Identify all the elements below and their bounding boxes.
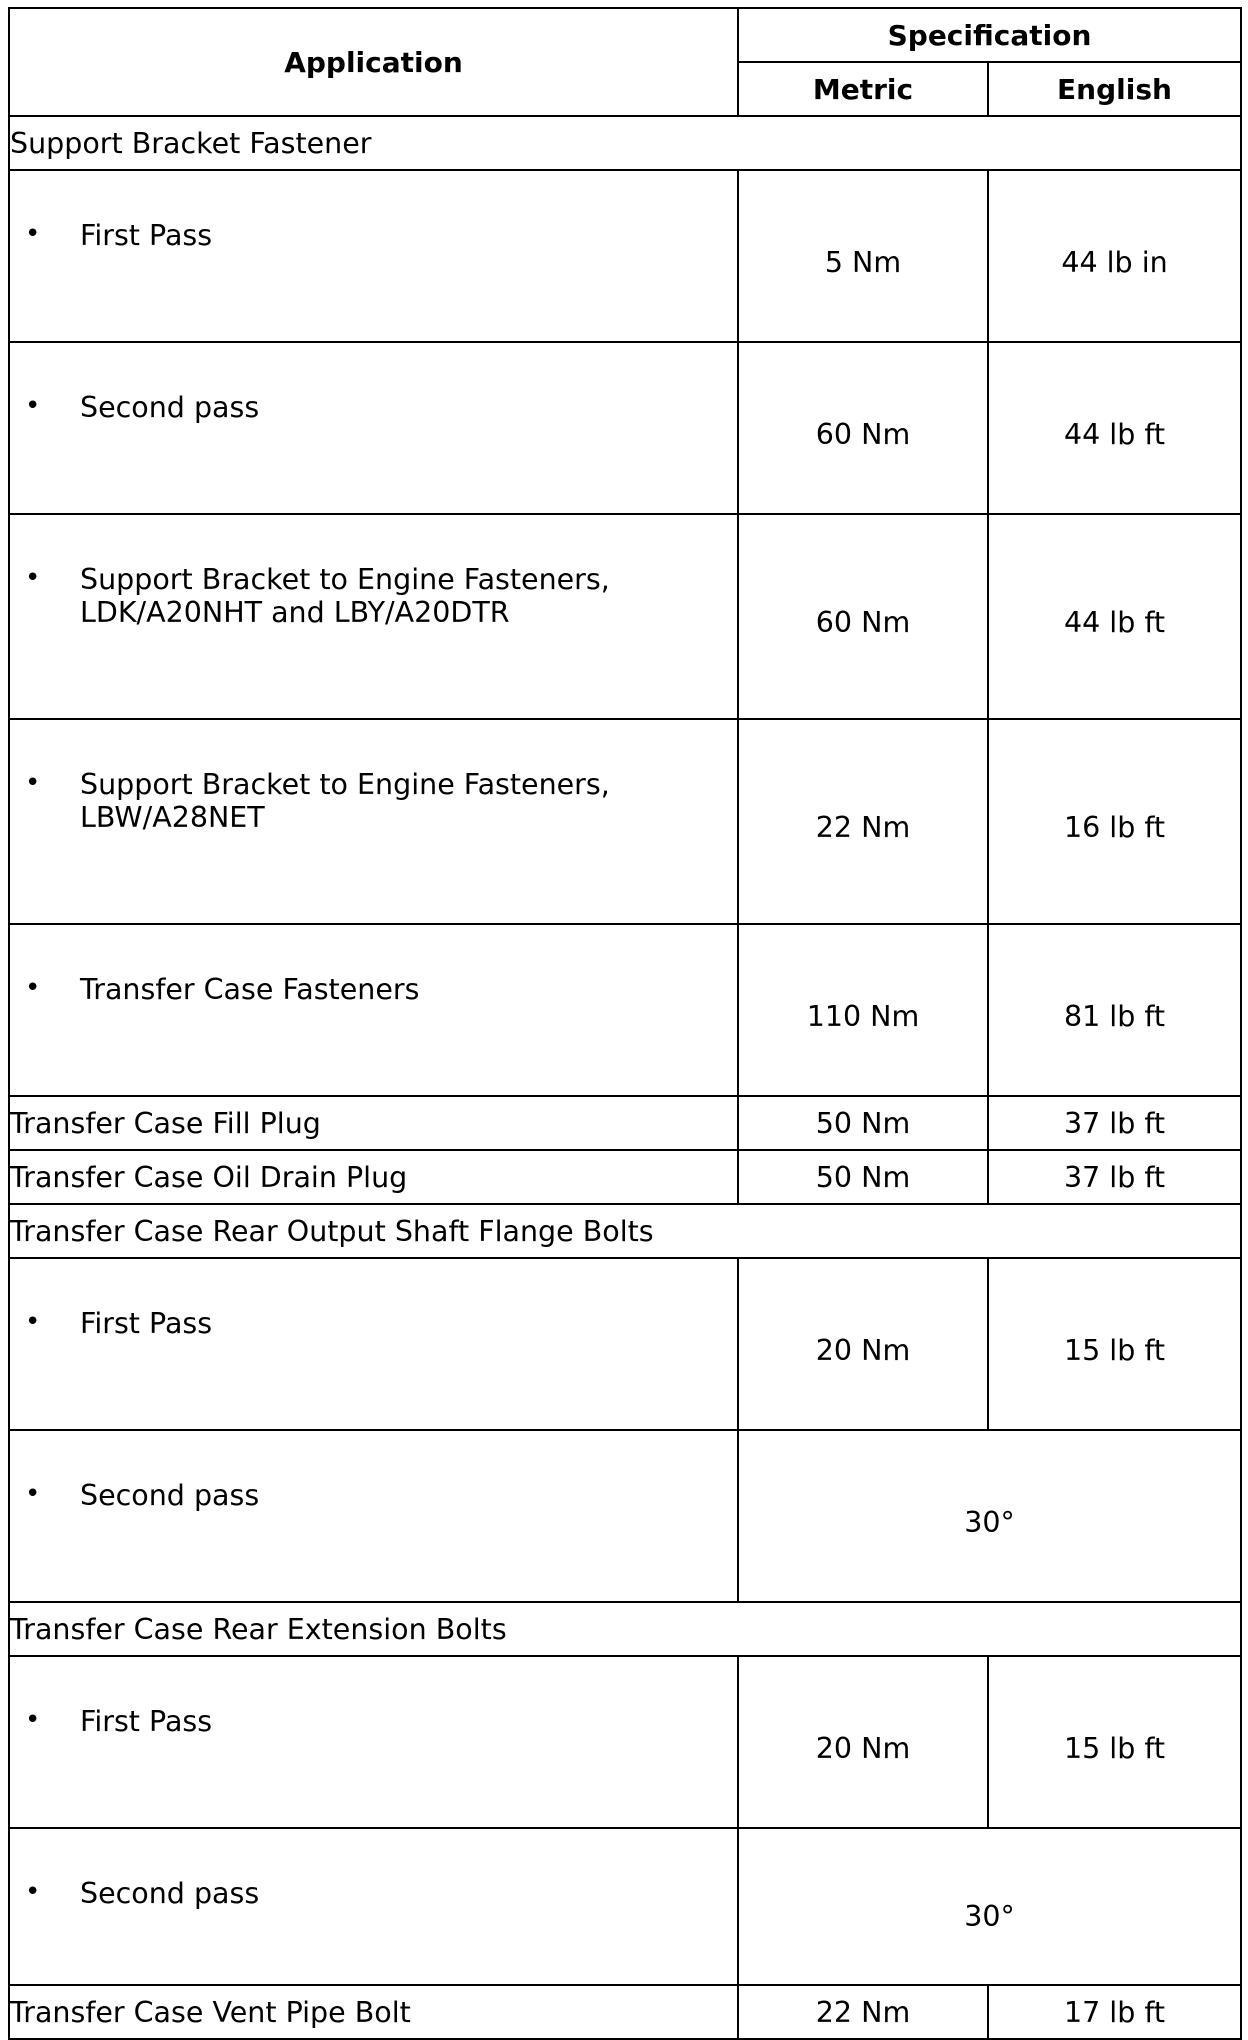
table-row: [9, 170, 1241, 342]
application-label-line2: LBW/A28NET: [80, 801, 265, 834]
metric-value: 22 Nm: [738, 1985, 988, 2039]
english-cell: [988, 924, 1241, 1096]
metric-value: 20 Nm: [815, 1731, 911, 1765]
application-cell: [9, 924, 738, 1096]
application-cell: [9, 1828, 738, 1985]
application-label: First Pass: [80, 1705, 213, 1738]
metric-cell: [738, 924, 988, 1096]
application-cell: [9, 1656, 738, 1828]
application-label-line2: LDK/A20NHT and LBY/A20DTR: [80, 596, 510, 629]
table-row: [9, 719, 1241, 924]
metric-cell: [738, 514, 988, 719]
english-cell: [988, 170, 1241, 342]
table-row: [9, 1430, 1241, 1602]
header-row-1: [9, 8, 1241, 62]
section-row: [9, 116, 1241, 170]
english-cell: [988, 514, 1241, 719]
application-label: Second pass: [80, 391, 260, 424]
metric-value: 50 Nm: [738, 1096, 988, 1150]
application-cell: [9, 1430, 738, 1602]
table-row: [9, 1828, 1241, 1985]
bullet-icon: •: [25, 1877, 41, 1907]
angle-value: 30°: [964, 1505, 1015, 1539]
section-label: Support Bracket Fastener: [9, 116, 1241, 170]
application-label: First Pass: [80, 1307, 213, 1340]
application-cell: [9, 342, 738, 514]
metric-cell: [738, 342, 988, 514]
english-cell: [988, 342, 1241, 514]
table-row: [9, 342, 1241, 514]
metric-cell: [738, 1656, 988, 1828]
bullet-icon: •: [25, 1705, 41, 1735]
section-label: Transfer Case Rear Extension Bolts: [9, 1602, 1241, 1656]
english-value: 37 lb ft: [988, 1096, 1241, 1150]
application-label: Transfer Case Fill Plug: [9, 1096, 738, 1150]
table-row: [9, 1656, 1241, 1828]
table-row: [9, 1985, 1241, 2039]
application-label: Transfer Case Fasteners: [80, 973, 420, 1006]
metric-header: Metric: [738, 62, 988, 116]
application-header: Application: [9, 8, 738, 116]
english-cell: [988, 1656, 1241, 1828]
metric-value: 20 Nm: [815, 1333, 911, 1367]
table-row: [9, 1258, 1241, 1430]
metric-cell: [738, 719, 988, 924]
bullet-icon: •: [25, 563, 41, 593]
application-label: First Pass: [80, 219, 213, 252]
bullet-icon: •: [25, 391, 41, 421]
application-label: Transfer Case Vent Pipe Bolt: [9, 1985, 738, 2039]
application-label: Second pass: [80, 1877, 260, 1910]
metric-value: 110 Nm: [806, 999, 920, 1033]
section-label: Transfer Case Rear Output Shaft Flange Bolts: [9, 1204, 1241, 1258]
combined-spec-cell: [738, 1828, 1241, 1985]
application-label: Second pass: [80, 1479, 260, 1512]
section-row: [9, 1602, 1241, 1656]
torque-spec-table: [8, 7, 1242, 2040]
bullet-icon: •: [25, 973, 41, 1003]
metric-value: 60 Nm: [815, 417, 911, 451]
application-cell: [9, 719, 738, 924]
english-cell: [988, 719, 1241, 924]
table-row: [9, 1096, 1241, 1150]
metric-cell: [738, 170, 988, 342]
application-label-line1: Support Bracket to Engine Fasteners,: [80, 563, 610, 596]
english-value: 81 lb ft: [1063, 999, 1166, 1033]
metric-value: 50 Nm: [738, 1150, 988, 1204]
bullet-icon: •: [25, 219, 41, 249]
metric-value: 22 Nm: [815, 811, 911, 844]
application-label: [80, 768, 727, 834]
english-cell: [988, 1258, 1241, 1430]
english-value: 15 lb ft: [1063, 1333, 1166, 1367]
application-label: [80, 563, 727, 629]
combined-spec-cell: [738, 1430, 1241, 1602]
metric-value: 60 Nm: [815, 606, 911, 639]
english-value: 16 lb ft: [1063, 811, 1166, 844]
application-label: Transfer Case Oil Drain Plug: [9, 1150, 738, 1204]
metric-cell: [738, 1258, 988, 1430]
english-value: 44 lb ft: [1063, 606, 1166, 639]
application-cell: [9, 170, 738, 342]
application-cell: [9, 514, 738, 719]
english-value: 44 lb in: [1061, 245, 1168, 279]
application-label-line1: Support Bracket to Engine Fasteners,: [80, 768, 610, 801]
specification-header: Specification: [738, 8, 1241, 62]
english-value: 37 lb ft: [988, 1150, 1241, 1204]
english-value: 44 lb ft: [1063, 417, 1166, 451]
english-value: 17 lb ft: [988, 1985, 1241, 2039]
english-value: 15 lb ft: [1063, 1731, 1166, 1765]
application-cell: [9, 1258, 738, 1430]
table-row: [9, 1150, 1241, 1204]
table-row: [9, 514, 1241, 719]
bullet-icon: •: [25, 1479, 41, 1509]
angle-value: 30°: [964, 1900, 1015, 1933]
section-row: [9, 1204, 1241, 1258]
bullet-icon: •: [25, 1307, 41, 1337]
english-header: English: [988, 62, 1241, 116]
metric-value: 5 Nm: [824, 245, 902, 279]
bullet-icon: •: [25, 768, 41, 798]
table-row: [9, 924, 1241, 1096]
